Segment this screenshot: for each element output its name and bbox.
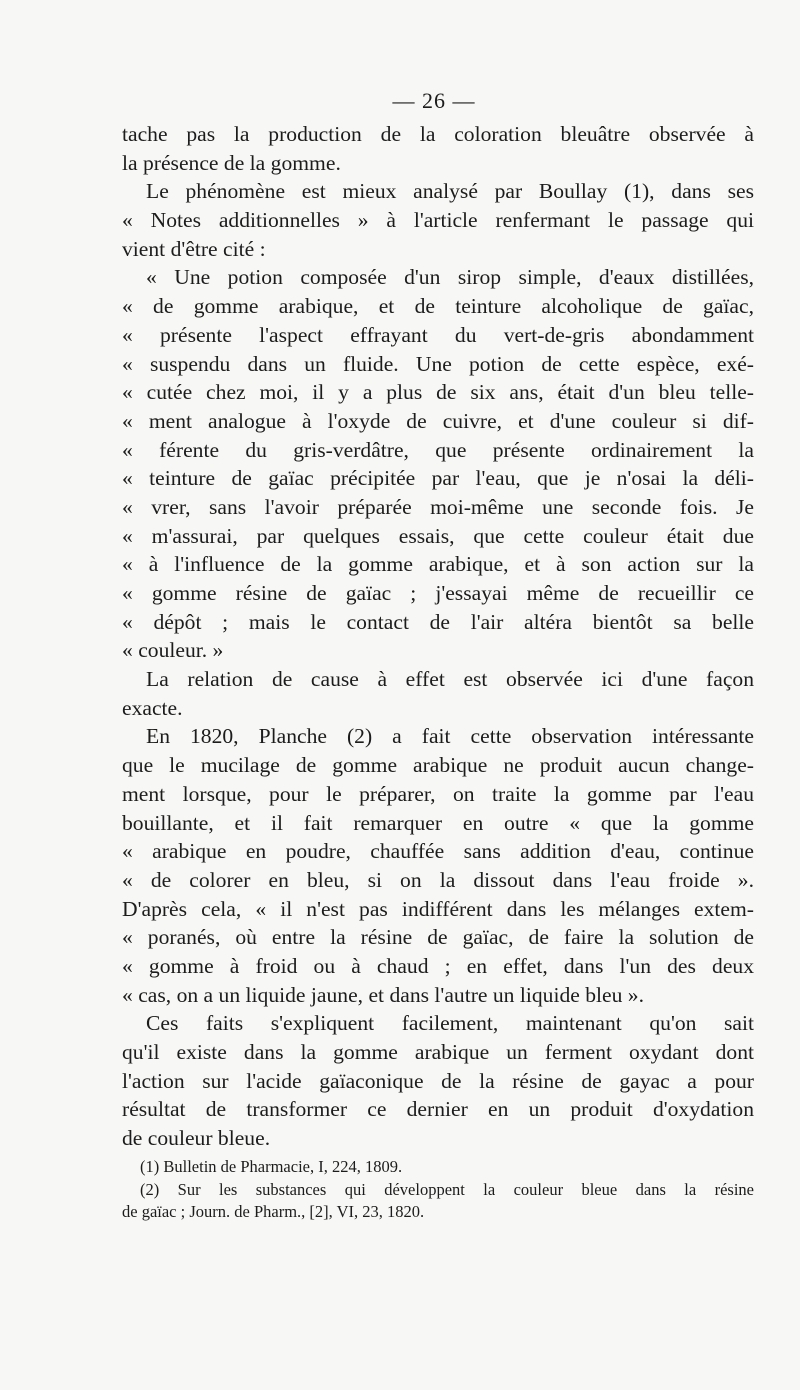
text-line: « cas, on a un liquide jaune, et dans l'autre un liquide bleu ». (122, 982, 645, 1007)
text-line: tache pas la production de la coloration bleuâtre observée à (122, 122, 754, 146)
text-line: ment lorsque, pour le préparer, on traite la gomme par l'eau (122, 781, 754, 806)
text-line: Le phénomène est mieux analysé par Boullay (1), dans ses (146, 179, 754, 204)
text-line: « gomme à froid ou à chaud ; en effet, dans l'un des deux (122, 953, 754, 978)
text-line: « teinture de gaïac précipitée par l'eau, que je n'osai la déli- (122, 466, 754, 491)
text-line: « suspendu dans un fluide. Une potion de cette espèce, exé- (122, 351, 754, 376)
footnote-line: (2) Sur les substances qui développent la couleur bleue dans la résine (140, 1179, 754, 1199)
text-line: « de gomme arabique, et de teinture alcoholique de gaïac, (122, 294, 754, 319)
paragraph (122, 722, 754, 1009)
paragraph (122, 120, 754, 177)
text-line: de couleur bleue. (122, 1126, 271, 1151)
text-line: « Notes additionnelles » à l'article renfermant le passage qui (122, 208, 754, 233)
text-line: D'après cela, « il n'est pas indifférent dans les mélanges extem- (122, 896, 754, 921)
text-line: « dépôt ; mais le contact de l'air altéra bientôt sa belle (122, 609, 754, 634)
text-line: La relation de cause à effet est observée ici d'une façon (146, 667, 754, 692)
text-line: « ment analogue à l'oxyde de cuivre, et d'une couleur si dif- (122, 408, 754, 433)
text-line: En 1820, Planche (2) a fait cette observation intéressante (146, 724, 754, 749)
footnotes (122, 1156, 754, 1224)
text-line: qu'il existe dans la gomme arabique un ferment oxydant dont (122, 1040, 754, 1064)
text-line: exacte. (122, 695, 183, 720)
page-number: — 26 — (392, 88, 476, 113)
text-line: « cutée chez moi, il y a plus de six ans, était d'un bleu telle- (122, 380, 754, 405)
text-line: « arabique en poudre, chauffée sans addition d'eau, continue (122, 839, 754, 864)
text-line: que le mucilage de gomme arabique ne produit aucun change- (122, 753, 754, 778)
footnote-line: (1) Bulletin de Pharmacie, I, 224, 1809. (140, 1157, 403, 1176)
text-line: « poranés, où entre la résine de gaïac, de faire la solution de (122, 925, 754, 950)
footnote-line: de gaïac ; Journ. de Pharm., [2], VI, 23, 1820. (122, 1202, 425, 1221)
paragraph (122, 1009, 754, 1152)
text-line: « présente l'aspect effrayant du vert-de-gris abondamment (122, 322, 754, 347)
paragraph (122, 665, 754, 722)
text-line: « à l'influence de la gomme arabique, et à son action sur la (122, 552, 754, 577)
paragraph (122, 263, 754, 665)
text-line: « couleur. » (122, 638, 224, 663)
paragraph (122, 177, 754, 263)
text-line: la présence de la gomme. (122, 150, 341, 175)
text-line: l'action sur l'acide gaïaconique de la résine de gayac a pour (122, 1068, 754, 1093)
text-line: résultat de transformer ce dernier en un produit d'oxydation (122, 1097, 754, 1122)
text-line: « m'assurai, par quelques essais, que cette couleur était due (122, 523, 754, 548)
text-line: « de colorer en bleu, si on la dissout dans l'eau froide ». (122, 867, 754, 892)
body-text (122, 120, 754, 1153)
text-line: « férente du gris-verdâtre, que présente ordinairement la (122, 437, 754, 462)
text-line: Ces faits s'expliquent facilement, maintenant qu'on sait (146, 1011, 754, 1036)
text-line: vient d'être cité : (122, 236, 266, 261)
text-line: « gomme résine de gaïac ; j'essayai même de recueillir ce (122, 581, 754, 605)
text-line: bouillante, et il fait remarquer en outre « que la gomme (122, 810, 754, 835)
text-line: « Une potion composée d'un sirop simple, d'eaux distillées, (146, 265, 754, 290)
text-line: « vrer, sans l'avoir préparée moi-même une seconde fois. Je (122, 494, 754, 519)
